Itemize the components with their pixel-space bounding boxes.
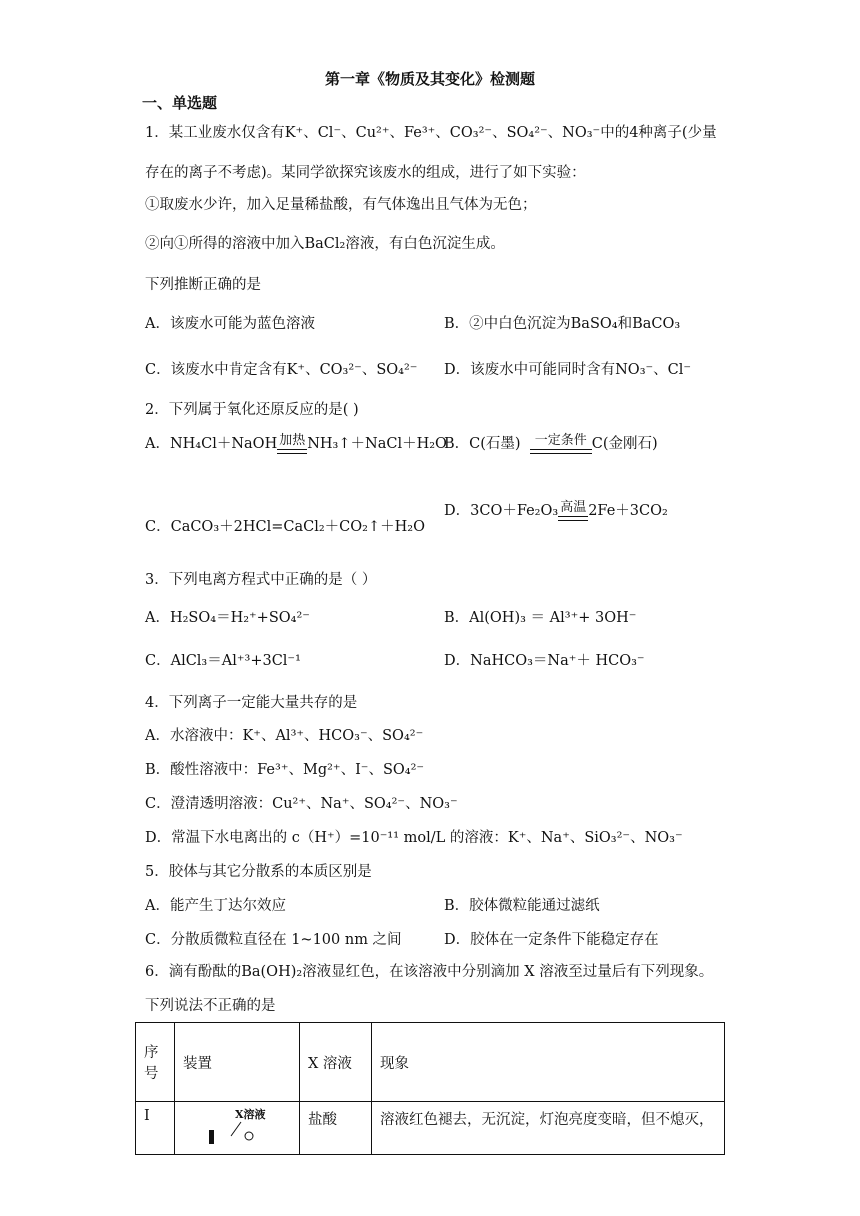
q1-option-c: C．该废水中肯定含有K⁺、CO₃²⁻、SO₄²⁻ <box>145 362 418 378</box>
q1-stem-line1: 1．某工业废水仅含有K⁺、Cl⁻、Cu²⁺、Fe³⁺、CO₃²⁻、SO₄²⁻、NO₃⁻中的4种离子(少量 <box>145 125 717 141</box>
q3-option-a: A．H₂SO₄＝H₂⁺+SO₄²⁻ <box>145 610 310 626</box>
q4-stem: 4．下列离子一定能大量共存的是 <box>145 695 358 711</box>
q3-option-c: C．AlCl₃＝Al⁺³+3Cl⁻¹ <box>145 653 301 669</box>
section-heading: 一、单选题 <box>142 94 218 112</box>
dropper-icon <box>183 1108 283 1148</box>
q5-stem: 5．胶体与其它分散系的本质区别是 <box>145 864 372 880</box>
q3-stem: 3．下列电离方程式中正确的是（ ） <box>145 572 377 588</box>
row1-phenomenon: 溶液红色褪去，无沉淀，灯泡亮度变暗，但不熄灭， <box>372 1102 725 1155</box>
q2-stem: 2．下列属于氧化还原反应的是( ) <box>145 402 359 418</box>
q6-table <box>135 1022 725 1155</box>
q2-option-c: C．CaCO₃＋2HCl=CaCl₂＋CO₂↑＋H₂O <box>145 519 425 535</box>
row1-x-solution: 盐酸 <box>300 1102 372 1155</box>
q4-option-a: A．水溶液中：K⁺、Al³⁺、HCO₃⁻、SO₄²⁻ <box>145 728 424 744</box>
q5-option-a: A．能产生丁达尔效应 <box>145 898 286 914</box>
q1-stem-line2: 存在的离子不考虑)。某同学欲探究该废水的组成，进行了如下实验： <box>145 165 586 181</box>
q2-option-a: A．NH₄Cl＋NaOH 加热 NH₃↑＋NaCl＋H₂O <box>145 433 447 452</box>
q1-option-b: B．②中白色沉淀为BaSO₄和BaCO₃ <box>444 316 681 332</box>
q1-step2: ②向①所得的溶液中加入BaCl₂溶液，有白色沉淀生成。 <box>145 236 505 252</box>
q3-option-b: B．Al(OH)₃ ＝ Al³⁺+ 3OH⁻ <box>444 610 637 626</box>
row1-seq: I <box>136 1102 175 1155</box>
page-title: 第一章《物质及其变化》检测题 <box>324 70 535 88</box>
table-header-row <box>136 1023 725 1102</box>
q4-option-d: D．常温下水电离出的 c（H⁺）=10⁻¹¹ mol/L 的溶液：K⁺、Na⁺、SiO₃²⁻、NO₃⁻ <box>145 830 683 846</box>
q5-option-c: C．分散质微粒直径在 1~100 nm 之间 <box>145 932 402 948</box>
header-x-solution: X 溶液 <box>300 1023 372 1102</box>
q1-option-d: D．该废水中可能同时含有NO₃⁻、Cl⁻ <box>444 362 692 378</box>
q6-stem-line1: 6．滴有酚酞的Ba(OH)₂溶液显红色，在该溶液中分别滴加 X 溶液至过量后有下列现象。 <box>145 964 714 980</box>
q2-option-d: D．3CO＋Fe₂O₃ 高温 2Fe＋3CO₂ <box>444 500 668 519</box>
row1-apparatus <box>175 1102 300 1155</box>
q1-step1: ①取废水少许，加入足量稀盐酸，有气体逸出且气体为无色； <box>145 197 537 213</box>
header-phenomenon: 现象 <box>372 1023 725 1102</box>
q2-d-condition: 高温 <box>560 500 587 515</box>
q1-ask: 下列推断正确的是 <box>145 277 261 293</box>
q6-stem-line2: 下列说法不正确的是 <box>145 998 276 1014</box>
header-seq: 序号 <box>136 1023 175 1102</box>
q2-option-b: B．C(石墨) 一定条件 C(金刚石) <box>444 433 658 452</box>
table-row <box>136 1102 725 1155</box>
q4-option-b: B．酸性溶液中：Fe³⁺、Mg²⁺、I⁻、SO₄²⁻ <box>145 762 425 778</box>
q5-option-d: D．胶体在一定条件下能稳定存在 <box>444 932 659 948</box>
apparatus-figure <box>183 1108 283 1148</box>
q5-option-b: B．胶体微粒能通过滤纸 <box>444 898 600 914</box>
q2-a-condition: 加热 <box>279 433 306 448</box>
q3-option-d: D．NaHCO₃＝Na⁺＋ HCO₃⁻ <box>444 653 645 669</box>
q4-option-c: C．澄清透明溶液：Cu²⁺、Na⁺、SO₄²⁻、NO₃⁻ <box>145 796 458 812</box>
q2-b-condition: 一定条件 <box>534 433 587 448</box>
q1-option-a: A．该废水可能为蓝色溶液 <box>145 316 315 332</box>
header-apparatus: 装置 <box>175 1023 300 1102</box>
apparatus-label: X溶液 <box>235 1108 266 1121</box>
